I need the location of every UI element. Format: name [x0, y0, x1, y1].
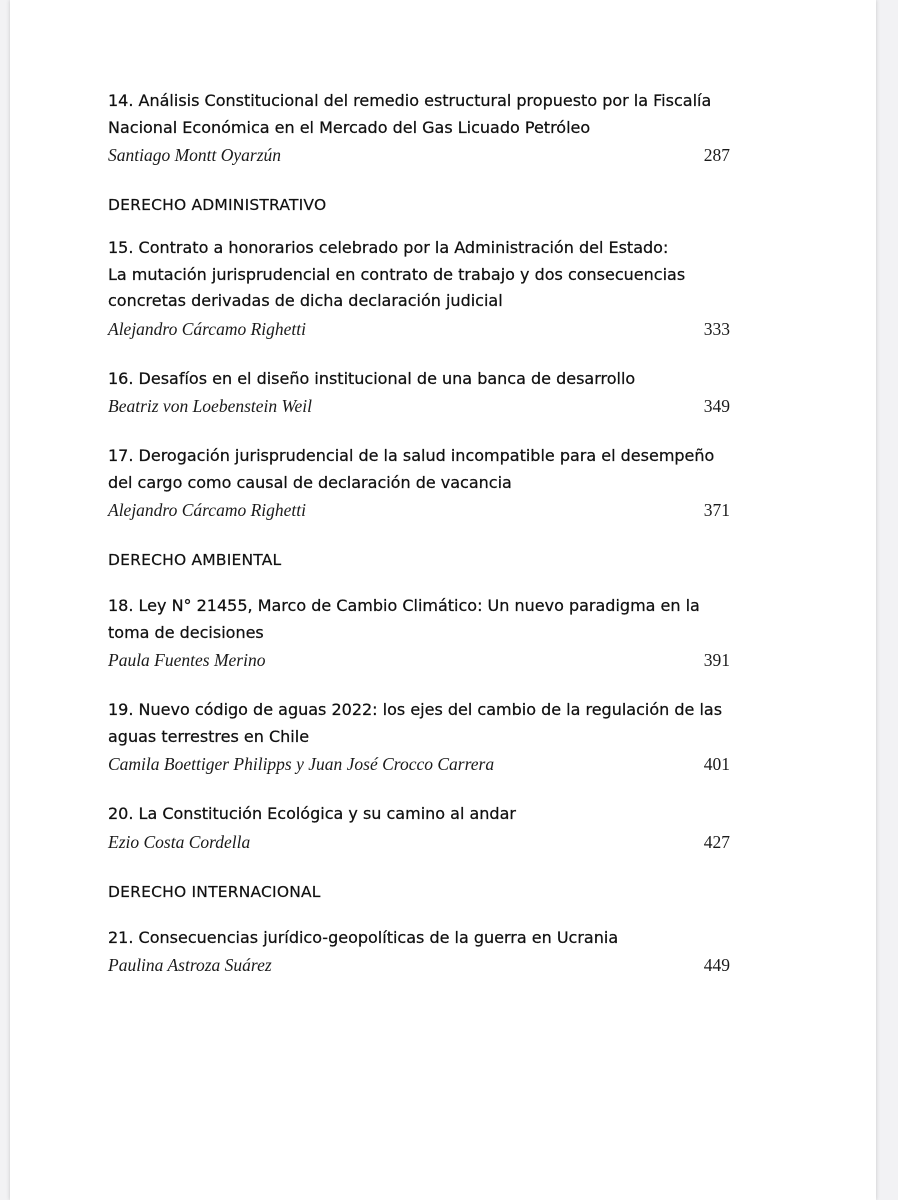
toc-entry-15 — [108, 235, 730, 343]
entry-author: Alejandro Cárcamo Righetti — [108, 500, 306, 520]
title-line: 14. Análisis Constitucional del remedio estructural propuesto por la Fiscalía — [108, 91, 712, 110]
title-line: 21. Consecuencias jurídico-geopolíticas de la guerra en Ucrania — [108, 927, 619, 947]
entry-page-number: 427 — [703, 831, 730, 852]
entry-title — [108, 366, 730, 393]
title-line: 15. Contrato a honorarios celebrado por la Administración del Estado: — [108, 238, 669, 257]
author-row — [108, 750, 730, 778]
toc-entry-20 — [108, 801, 730, 856]
entry-author: Beatriz von Loebenstein Weil — [108, 396, 312, 416]
title-line: Nacional Económica en el Mercado del Gas Licuado Petróleo — [108, 117, 591, 137]
title-line: concretas derivadas de dicha declaración judicial — [108, 291, 503, 310]
title-line: toma de decisiones — [108, 622, 264, 642]
toc-entry-19 — [108, 697, 730, 778]
document-page — [10, 0, 876, 1200]
toc-entry-18 — [108, 593, 730, 674]
title-line: 20. La Constitución Ecológica y su camino al andar — [108, 804, 516, 823]
toc-entry-14 — [108, 88, 730, 169]
entry-page-number: 333 — [703, 318, 730, 339]
entry-page-number: 401 — [703, 754, 730, 774]
section-heading-internacional: DERECHO INTERNACIONAL — [108, 882, 321, 901]
entry-title — [108, 443, 730, 496]
entry-title — [108, 235, 730, 315]
entry-author: Paula Fuentes Merino — [108, 650, 266, 670]
entry-author: Santiago Montt Oyarzún — [108, 145, 282, 165]
entry-page-number: 449 — [703, 955, 730, 975]
entry-title — [108, 88, 730, 141]
entry-page-number: 287 — [703, 145, 730, 165]
title-line: 18. Ley N° 21455, Marco de Cambio Climático: Un nuevo paradigma en la — [108, 596, 700, 615]
toc-entry-17 — [108, 443, 730, 524]
entry-author: Ezio Costa Cordella — [108, 831, 251, 852]
title-line: La mutación jurisprudencial en contrato de trabajo y dos consecuencias — [108, 264, 686, 284]
entry-author: Alejandro Cárcamo Righetti — [108, 318, 306, 339]
title-line: 19. Nuevo código de aguas 2022: los ejes del cambio de la regulación de las — [108, 700, 723, 719]
entry-author: Paulina Astroza Suárez — [108, 955, 272, 975]
entry-title — [108, 801, 730, 828]
toc-entry-16 — [108, 366, 730, 421]
entry-title — [108, 593, 730, 646]
entry-page-number: 391 — [703, 650, 730, 670]
section-heading-administrativo: DERECHO ADMINISTRATIVO — [108, 196, 327, 214]
title-line: 16. Desafíos en el diseño institucional de una banca de desarrollo — [108, 368, 636, 388]
entry-page-number: 349 — [703, 396, 730, 416]
author-row — [108, 141, 730, 169]
table-of-contents — [108, 88, 730, 979]
title-line: del cargo como causal de declaración de vacancia — [108, 472, 512, 492]
author-row — [108, 828, 730, 856]
author-row — [108, 315, 730, 343]
author-row — [108, 496, 730, 524]
section-heading-ambiental: DERECHO AMBIENTAL — [108, 551, 282, 569]
author-row — [108, 392, 730, 420]
title-line: 17. Derogación jurisprudencial de la salud incompatible para el desempeño — [108, 446, 715, 465]
entry-author: Camila Boettiger Philipps y Juan José Crocco Carrera — [108, 754, 495, 774]
entry-title — [108, 925, 730, 952]
entry-title — [108, 697, 730, 750]
entry-page-number: 371 — [703, 500, 730, 520]
author-row — [108, 951, 730, 979]
author-row — [108, 646, 730, 674]
title-line: aguas terrestres en Chile — [108, 726, 310, 746]
toc-entry-21 — [108, 925, 730, 980]
